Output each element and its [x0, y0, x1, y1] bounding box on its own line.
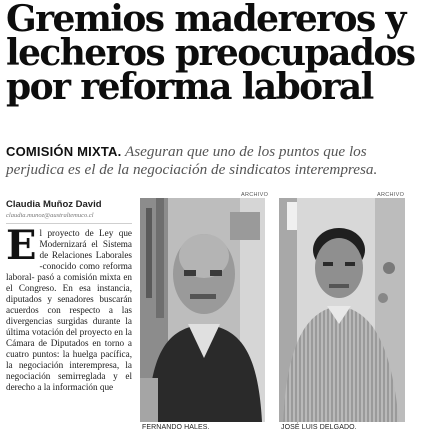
- article-body-text: l proyecto de Ley que Modernizará el Sistema de Relaciones Laborales -conocido como reforma laboral- pasó a comisión mixta en el Congreso. En esa instancia, diputados y senadores buscarán acuerdos con respecto a las divergencias surgidas durante la última votación del proyecto en la Cámara de Diputados en torno a cuatro puntos: la huelga pacífica, la negociación interempresa, la negociación semirreglada y el derecho a la información que: [6, 228, 132, 392]
- deck-kicker: COMISIÓN MIXTA.: [6, 144, 122, 159]
- byline-author: Claudia Muñoz David: [6, 199, 102, 210]
- portrait-image-1: [140, 198, 265, 422]
- photo-caption-2: JOSÉ LUIS DELGADO.: [281, 424, 357, 431]
- article-deck: [6, 143, 416, 179]
- photo-caption-1: FERNANDO HALES.: [142, 424, 210, 431]
- headline-line-3: por reforma laboral: [6, 66, 373, 108]
- portrait-image-2: [279, 198, 405, 422]
- headline-line-2: lecheros preocupados: [6, 32, 415, 74]
- photo-credit-2: ARCHIVO: [377, 192, 405, 198]
- article-headline: [6, 0, 418, 108]
- drop-cap: E: [6, 222, 37, 269]
- photo-jose-luis-delgado: [279, 198, 405, 422]
- photo-credit-1: ARCHIVO: [241, 192, 269, 198]
- byline-email: claudia.munoz@australtemuco.cl: [6, 212, 94, 219]
- photo-fernando-hales: [140, 198, 265, 422]
- headline-line-1: Gremios madereros y: [6, 0, 405, 40]
- article-body: [6, 222, 132, 393]
- deck-text: Aseguran que uno de los puntos que los perjudica es el de la negociación de sindicatos interempresa.: [6, 143, 378, 178]
